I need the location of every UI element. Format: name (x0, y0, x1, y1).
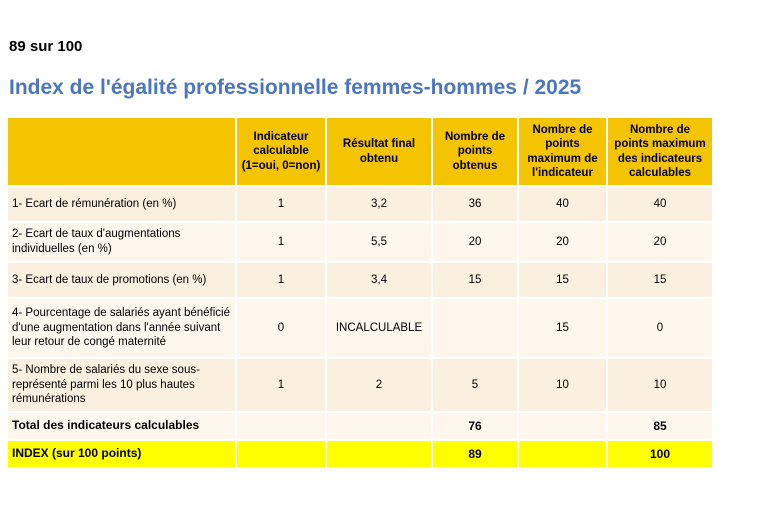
header-indicator (8, 118, 235, 185)
row-max-calculable: 15 (608, 263, 712, 297)
row-calculable: 0 (237, 299, 325, 357)
index-empty (519, 441, 606, 467)
row-result: INCALCULABLE (327, 299, 431, 357)
header-max-indicator: Nombre de points maximum de l'indicateur (519, 118, 606, 185)
header-points: Nombre de points obtenus (433, 118, 517, 185)
score-summary: 89 sur 100 (9, 38, 83, 55)
row-result: 5,5 (327, 223, 431, 261)
table-row (8, 299, 712, 357)
index-table (6, 116, 714, 469)
row-max-indicator: 15 (519, 299, 606, 357)
index-row (8, 441, 712, 467)
total-label: Total des indicateurs calculables (8, 413, 235, 439)
row-max-indicator: 15 (519, 263, 606, 297)
index-label: INDEX (sur 100 points) (8, 441, 235, 467)
total-row (8, 413, 712, 439)
table-row (8, 263, 712, 297)
row-points: 5 (433, 359, 517, 411)
table-row (8, 187, 712, 221)
row-label: 3- Ecart de taux de promotions (en %) (8, 263, 235, 297)
index-empty (327, 441, 431, 467)
header-result: Résultat final obtenu (327, 118, 431, 185)
row-calculable: 1 (237, 359, 325, 411)
header-max-calculable: Nombre de points maximum des indicateurs calculables (608, 118, 712, 185)
total-max-calculable: 85 (608, 413, 712, 439)
row-points: 20 (433, 223, 517, 261)
row-points (433, 299, 517, 357)
row-label: 1- Ecart de rémunération (en %) (8, 187, 235, 221)
row-max-calculable: 10 (608, 359, 712, 411)
row-max-indicator: 20 (519, 223, 606, 261)
row-result: 2 (327, 359, 431, 411)
row-calculable: 1 (237, 263, 325, 297)
row-points: 36 (433, 187, 517, 221)
row-label: 4- Pourcentage de salariés ayant bénéficié d'une augmentation dans l'année suivant leur retour de congé maternité (8, 299, 235, 357)
row-result: 3,2 (327, 187, 431, 221)
row-label: 2- Ecart de taux d'augmentations individuelles (en %) (8, 223, 235, 261)
row-max-indicator: 10 (519, 359, 606, 411)
total-points: 76 (433, 413, 517, 439)
total-empty (237, 413, 325, 439)
row-calculable: 1 (237, 223, 325, 261)
index-points: 89 (433, 441, 517, 467)
row-max-calculable: 20 (608, 223, 712, 261)
index-max: 100 (608, 441, 712, 467)
row-points: 15 (433, 263, 517, 297)
table-row (8, 359, 712, 411)
header-calculable: Indicateur calculable (1=oui, 0=non) (237, 118, 325, 185)
row-max-indicator: 40 (519, 187, 606, 221)
total-empty (327, 413, 431, 439)
row-calculable: 1 (237, 187, 325, 221)
total-empty (519, 413, 606, 439)
index-empty (237, 441, 325, 467)
page-title: Index de l'égalité professionnelle femmes-hommes / 2025 (9, 76, 582, 99)
row-max-calculable: 40 (608, 187, 712, 221)
row-result: 3,4 (327, 263, 431, 297)
row-max-calculable: 0 (608, 299, 712, 357)
table-header-row (8, 118, 712, 185)
table-row (8, 223, 712, 261)
row-label: 5- Nombre de salariés du sexe sous-représenté parmi les 10 plus hautes rémunérations (8, 359, 235, 411)
